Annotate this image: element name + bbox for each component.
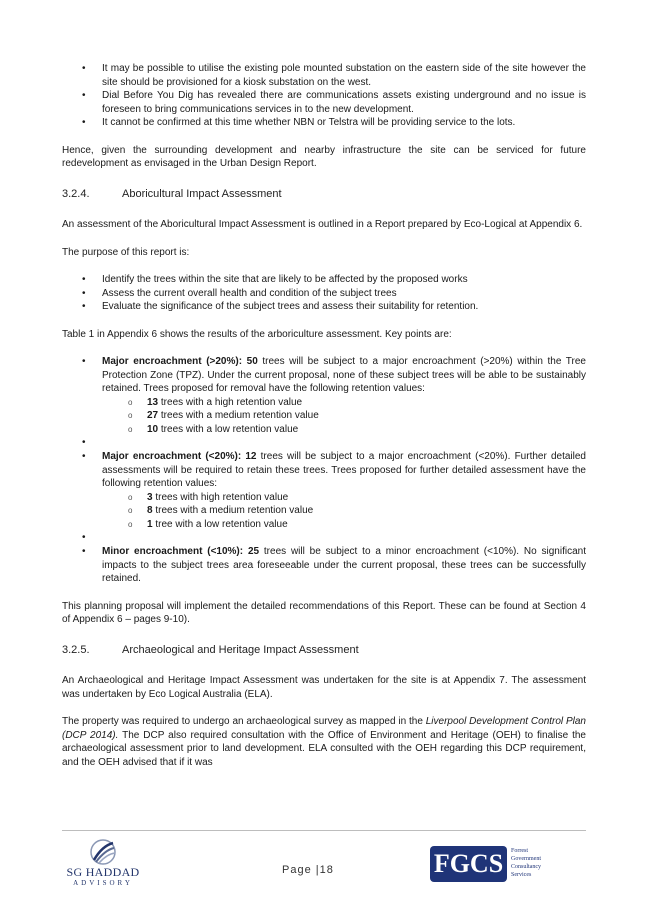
list-item: [128, 396, 586, 410]
fgcs-name: [511, 847, 559, 879]
key-point-count: 25: [247, 546, 260, 557]
list-item: [128, 518, 586, 532]
fgcs-line: Government: [511, 856, 541, 862]
key-point-count: 12: [245, 451, 257, 462]
sg-haddad-name: SG HADDAD: [66, 865, 140, 879]
tree-count: 3: [147, 491, 153, 503]
key-point-label: Major encroachment (>20%):: [102, 356, 243, 367]
key-point-label: Major encroachment (<20%):: [102, 451, 242, 462]
tree-count: 8: [147, 505, 153, 516]
text-run: The property was required to undergo an archaeological survey as mapped in the: [62, 716, 426, 727]
section-number: 3.2.4.: [62, 187, 90, 200]
key-point-label: Minor encroachment (<10%):: [102, 546, 244, 557]
list-item: [128, 423, 586, 437]
intro-bullet-list: [62, 62, 586, 130]
section-title: Aboricultural Impact Assessment: [122, 187, 282, 200]
key-point: [62, 545, 586, 586]
paragraph: [62, 715, 586, 769]
fgcs-line: Services: [511, 872, 532, 878]
retention-list: [128, 491, 586, 532]
list-item: • Evaluate the significance of the subject trees and assess their suitability for retention.: [62, 300, 586, 314]
tree-text: trees with a medium retention value: [158, 410, 319, 421]
list-item: • Identify the trees within the site that are likely to be affected by the proposed works: [62, 273, 586, 287]
list-item: [128, 491, 586, 505]
tree-count: 1: [147, 518, 153, 530]
hence-paragraph: Hence, given the surrounding development and nearby infrastructure the site can be serviced for future redevelopment as envisaged in the Urban Design Report.: [62, 144, 586, 169]
list-item: • Dial Before You Dig has revealed there are communications assets existing underground and no issue is foreseen to bring communications services in to the new development.: [62, 89, 586, 116]
list-item: • It may be possible to utilise the existing pole mounted substation on the eastern side of the site however the site should be provisioned for a kiosk substation on the west.: [62, 62, 586, 89]
page-number: Page |18: [282, 864, 334, 876]
paragraph: An Archaeological and Heritage Impact Assessment was undertaken for the site is at Appendix 7. The assessment was undertaken by Eco Logical Australia (ELA).: [62, 675, 586, 700]
paragraph: This planning proposal will implement the detailed recommendations of this Report. These can be found at Section 4 of Appendix 6 – pages 9-10).: [62, 600, 586, 625]
tree-text: trees with a low retention value: [158, 423, 299, 435]
key-point-text: trees will be subject to a minor encroachment (<10%). No significant impacts to the subject trees area foreseeable under the current proposal, these trees can be successfully retained.: [102, 546, 586, 584]
text-run: The DCP also required consultation with the Office of Environment and Heritage (OEH) to finalise the archaeological assessment prior to land development. ELA consulted with the OEH regarding this DCP requirement, and the OEH advised that if it was: [62, 729, 586, 768]
list-item: • Assess the current overall health and condition of the subject trees: [62, 287, 586, 301]
fgcs-logo: [430, 846, 558, 882]
fgcs-line: Forrest: [511, 848, 528, 854]
tree-text: trees with high retention value: [152, 491, 289, 503]
key-points-list: [62, 355, 586, 586]
sg-haddad-emblem-icon: [58, 838, 148, 866]
page-body: [62, 62, 586, 769]
section-title: Archaeological and Heritage Impact Assessment: [122, 643, 359, 656]
purpose-bullet-list: [62, 273, 586, 314]
tree-count: 10: [147, 423, 159, 435]
key-point-text: trees will be subject to a major encroachment (>20%) within the Tree Protection Zone (TPZ). Under the current proposal, none of these subject trees will be able to be sustainably retained. Trees proposed for removal have the following retention values:: [102, 356, 586, 394]
dcp-citation: Liverpool Development Control Plan (DCP 2014).: [62, 716, 586, 741]
section-heading-325: [62, 644, 586, 658]
sg-haddad-subtitle: ADVISORY: [73, 879, 133, 887]
key-point: [62, 450, 586, 531]
retention-list: [128, 396, 586, 437]
fgcs-line: Consultancy: [511, 864, 541, 870]
sg-haddad-logo: [58, 838, 148, 890]
key-point-count: 50: [246, 356, 258, 367]
tree-count: 27: [147, 410, 159, 421]
spacer: [62, 436, 586, 450]
paragraph: The purpose of this report is:: [62, 246, 190, 258]
tree-text: trees with a high retention value: [158, 396, 303, 408]
tree-text: tree with a low retention value: [152, 518, 288, 530]
paragraph: An assessment of the Aboricultural Impact Assessment is outlined in a Report prepared by Eco-Logical at Appendix 6.: [62, 219, 583, 230]
list-item: • It cannot be confirmed at this time whether NBN or Telstra will be providing service to the lots.: [62, 116, 586, 130]
section-heading-324: [62, 188, 586, 202]
fgcs-mark: FGCS: [430, 846, 507, 882]
section-number: 3.2.5.: [62, 643, 90, 656]
key-point: [62, 355, 586, 436]
paragraph: Table 1 in Appendix 6 shows the results of the arboriculture assessment. Key points are:: [62, 328, 452, 340]
tree-text: trees with a medium retention value: [152, 505, 314, 516]
footer-divider: [62, 830, 586, 831]
spacer: [62, 531, 586, 545]
list-item: [128, 504, 586, 518]
key-point-text: trees will be subject to a major encroachment (<20%). Further detailed assessments will be required to retain these trees. Trees proposed for further detailed assessment have the following retention values:: [102, 451, 586, 489]
list-item: [128, 409, 586, 423]
tree-count: 13: [147, 396, 159, 408]
